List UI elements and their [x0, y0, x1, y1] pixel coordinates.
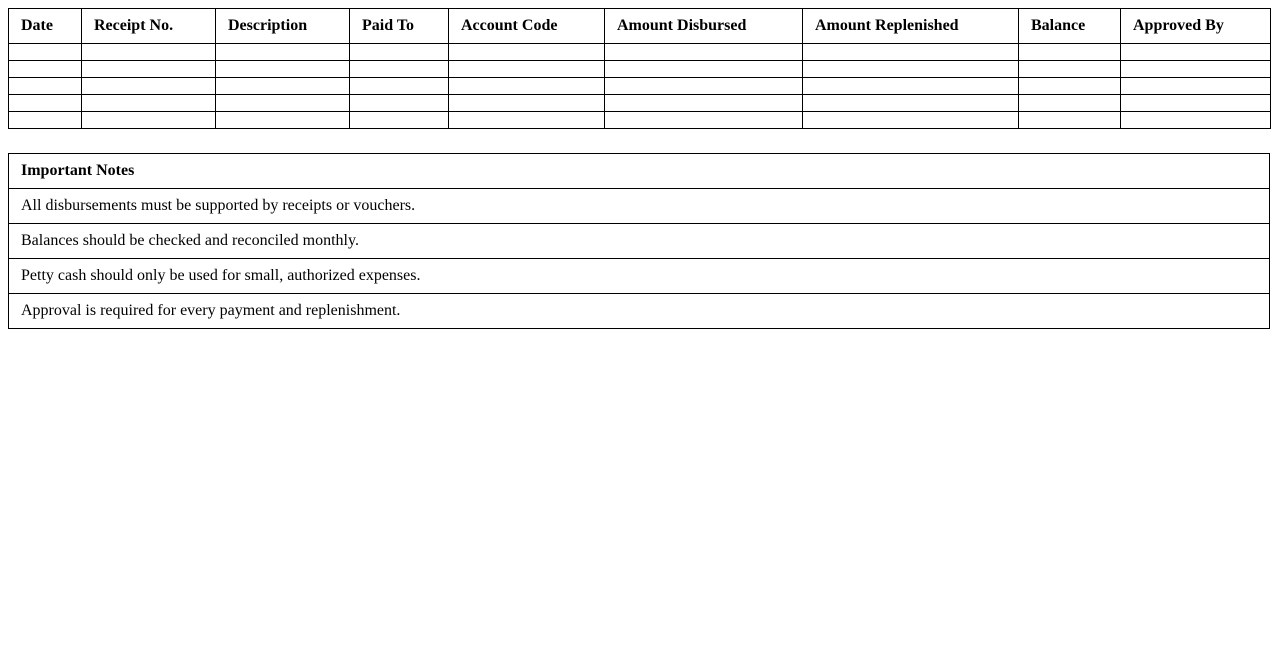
table-cell[interactable]: [216, 78, 350, 95]
petty-cash-ledger-table: [8, 8, 1271, 129]
column-header-paid-to: Paid To: [350, 9, 449, 44]
column-header-description: Description: [216, 9, 350, 44]
table-cell[interactable]: [449, 112, 605, 129]
table-row: [9, 112, 1271, 129]
ledger-body: [9, 44, 1271, 129]
table-cell[interactable]: [350, 112, 449, 129]
table-cell[interactable]: [82, 61, 216, 78]
table-cell[interactable]: [1121, 44, 1271, 61]
table-row: [9, 61, 1271, 78]
column-header-amount-disbursed: Amount Disbursed: [605, 9, 803, 44]
table-cell[interactable]: [1019, 44, 1121, 61]
note-item: Balances should be checked and reconciled monthly.: [9, 224, 1270, 259]
notes-title: Important Notes: [9, 154, 1270, 189]
table-row: [9, 78, 1271, 95]
note-item: Petty cash should only be used for small, authorized expenses.: [9, 259, 1270, 294]
column-header-date: Date: [9, 9, 82, 44]
note-row: [9, 189, 1270, 224]
note-item: All disbursements must be supported by receipts or vouchers.: [9, 189, 1270, 224]
table-cell[interactable]: [1019, 61, 1121, 78]
table-cell[interactable]: [350, 78, 449, 95]
table-cell[interactable]: [1121, 78, 1271, 95]
table-cell[interactable]: [82, 112, 216, 129]
ledger-header-row: [9, 9, 1271, 44]
table-cell[interactable]: [449, 44, 605, 61]
table-cell[interactable]: [9, 78, 82, 95]
table-cell[interactable]: [449, 78, 605, 95]
table-cell[interactable]: [216, 44, 350, 61]
column-header-account-code: Account Code: [449, 9, 605, 44]
table-cell[interactable]: [9, 61, 82, 78]
table-cell[interactable]: [350, 61, 449, 78]
table-cell[interactable]: [216, 95, 350, 112]
table-cell[interactable]: [1019, 78, 1121, 95]
table-cell[interactable]: [449, 61, 605, 78]
note-row: [9, 224, 1270, 259]
table-cell[interactable]: [605, 44, 803, 61]
table-row: [9, 95, 1271, 112]
table-cell[interactable]: [350, 44, 449, 61]
table-cell[interactable]: [1121, 112, 1271, 129]
table-cell[interactable]: [449, 95, 605, 112]
table-cell[interactable]: [605, 61, 803, 78]
note-row: [9, 294, 1270, 329]
table-cell[interactable]: [803, 44, 1019, 61]
table-cell[interactable]: [82, 78, 216, 95]
table-cell[interactable]: [1121, 61, 1271, 78]
important-notes-table: [8, 153, 1270, 329]
note-item: Approval is required for every payment and replenishment.: [9, 294, 1270, 329]
notes-heading-row: [9, 154, 1270, 189]
table-cell[interactable]: [803, 78, 1019, 95]
table-cell[interactable]: [216, 61, 350, 78]
table-cell[interactable]: [82, 44, 216, 61]
table-cell[interactable]: [9, 44, 82, 61]
table-cell[interactable]: [1121, 95, 1271, 112]
table-cell[interactable]: [9, 95, 82, 112]
table-cell[interactable]: [605, 78, 803, 95]
table-cell[interactable]: [1019, 95, 1121, 112]
table-cell[interactable]: [82, 95, 216, 112]
column-header-receipt-no: Receipt No.: [82, 9, 216, 44]
table-cell[interactable]: [605, 95, 803, 112]
table-cell[interactable]: [803, 61, 1019, 78]
table-cell[interactable]: [803, 95, 1019, 112]
table-cell[interactable]: [9, 112, 82, 129]
table-cell[interactable]: [605, 112, 803, 129]
column-header-balance: Balance: [1019, 9, 1121, 44]
table-cell[interactable]: [803, 112, 1019, 129]
table-cell[interactable]: [350, 95, 449, 112]
table-row: [9, 44, 1271, 61]
table-cell[interactable]: [1019, 112, 1121, 129]
table-cell[interactable]: [216, 112, 350, 129]
column-header-amount-replenished: Amount Replenished: [803, 9, 1019, 44]
column-header-approved-by: Approved By: [1121, 9, 1271, 44]
note-row: [9, 259, 1270, 294]
